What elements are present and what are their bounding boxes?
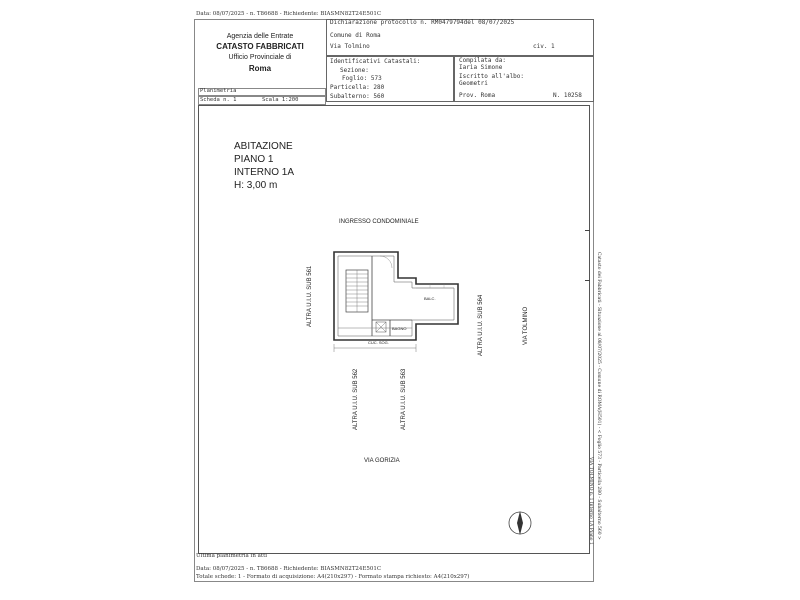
label-sub-561: ALTRA U.I.U. SUB 561 xyxy=(307,265,313,327)
sezione-field: Sezione: xyxy=(340,67,369,74)
side-address-text: VIA TOLMINO n. 1 Interno 1A Piano 1 xyxy=(588,457,593,545)
ufficio-city: Roma xyxy=(248,64,272,73)
north-arrow-icon xyxy=(505,508,535,538)
footer-request-line: Data: 08/07/2025 - n. T86688 - Richiedente: BIASMN82T24E501C xyxy=(196,566,382,572)
label-room: CUC. SOG. xyxy=(368,340,389,345)
footer-ultima-planimetria: Ultima planimetria in atti xyxy=(196,553,268,559)
label-ingresso-condominiale: INGRESSO CONDOMINIALE xyxy=(339,219,419,225)
label-sub-562: ALTRA U.I.U. SUB 562 xyxy=(353,368,359,430)
header-request-line: Data: 08/07/2025 - n. T86688 - Richiedente: BIASMN82T24E501C xyxy=(196,11,382,17)
street-line: Via Tolmino xyxy=(330,43,370,50)
label-via-tolmino: VIA TOLMINO xyxy=(523,306,529,345)
identifiers-title: Identificativi Catastali: xyxy=(330,58,421,65)
floor-plan-drawing xyxy=(320,240,470,360)
plan-title-piano: PIANO 1 xyxy=(234,154,274,165)
subalterno-field: Subalterno: 560 xyxy=(330,93,385,100)
margin-marker-bottom xyxy=(585,280,590,281)
planimetria-label: Planimetria xyxy=(200,88,237,94)
particella-field: Particella: 280 xyxy=(330,84,385,91)
comune-line: Comune di Roma xyxy=(330,32,381,39)
label-via-gorizia: VIA GORIZIA xyxy=(364,458,400,464)
compiler-name: Iaria Simone xyxy=(459,64,503,71)
catasto-title: CATASTO FABBRICATI xyxy=(216,42,304,51)
scala-label: Scala 1:200 xyxy=(262,97,299,103)
agency-name: Agenzia delle Entrate xyxy=(226,33,294,40)
label-bagno: BAGNO xyxy=(392,326,407,331)
foglio-field: Foglio: 573 xyxy=(342,75,382,82)
compiler-province: Prov. Roma xyxy=(459,92,496,99)
margin-marker-top xyxy=(585,230,590,231)
compiler-number: N. 10258 xyxy=(553,92,582,99)
protocol-line: Dichiarazione protocollo n. RM0479794del 08/07/2025 xyxy=(330,19,515,26)
iscritto-label: Iscritto all'albo: xyxy=(459,73,525,80)
label-sub-563: ALTRA U.I.U. SUB 563 xyxy=(401,368,407,430)
side-situation-text: Catasto dei Fabbricati - Situazione al 08/07/2025 - Comune di ROMA(H501) - < Foglio 573 - Particella 280 - Subalterno 560 > xyxy=(596,252,601,540)
compiler-profession: Geometri xyxy=(459,80,488,87)
plan-title-interno: INTERNO 1A xyxy=(234,167,295,178)
compilata-label: Compilata da: xyxy=(459,57,506,64)
label-sub-564: ALTRA U.I.U. SUB 564 xyxy=(478,294,484,356)
plan-title-abitazione: ABITAZIONE xyxy=(234,141,293,152)
footer-totale-schede: Totale schede: 1 - Formato di acquisizione: A4(210x297) - Formato stampa richiesto: A4(210x297) xyxy=(196,574,470,580)
civic-number: civ. 1 xyxy=(533,43,555,50)
label-balcone: BALC. xyxy=(424,296,436,301)
scheda-label: Scheda n. 1 xyxy=(200,97,237,103)
plan-title-height: H: 3,00 m xyxy=(234,180,278,191)
ufficio-provinciale: Ufficio Provinciale di xyxy=(228,54,292,61)
